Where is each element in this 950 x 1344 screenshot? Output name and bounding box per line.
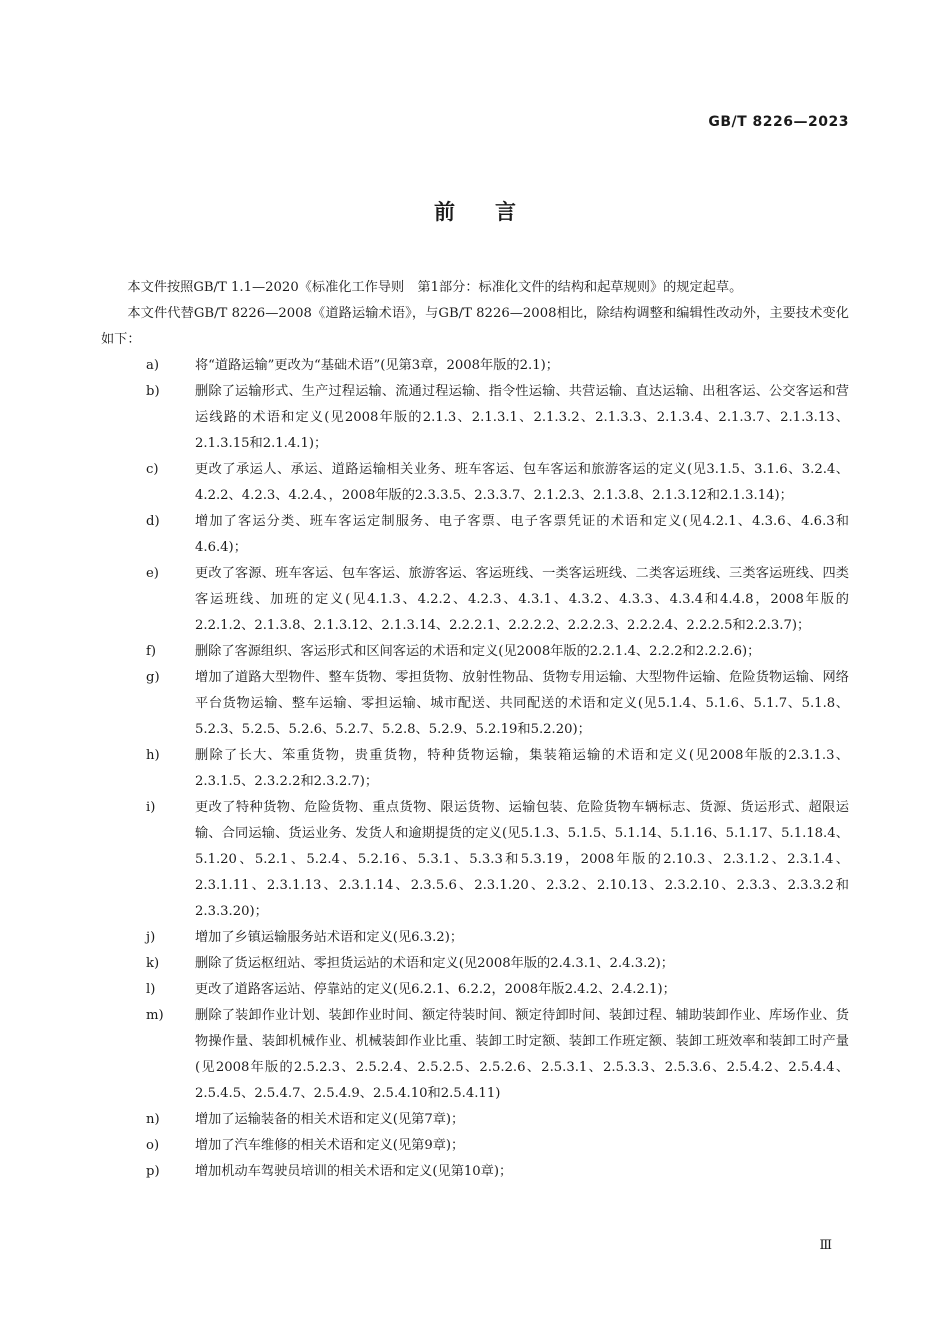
foreword-body — [101, 275, 849, 1185]
list-item-text: 删除了客源组织、客运形式和区间客运的术语和定义(见2008年版的2.2.1.4、2.2.2和2.2.2.6)； — [195, 644, 761, 659]
change-list-item — [101, 977, 849, 1003]
change-list-item — [101, 353, 849, 379]
change-list-item — [101, 509, 849, 561]
list-item-text: 更改了道路客运站、停靠站的定义(见6.2.1、6.2.2，2008年版2.4.2、2.4.2.1)； — [195, 982, 676, 997]
list-item-label: b) — [146, 384, 160, 399]
change-list-item — [101, 665, 849, 743]
document-number: GB/T 8226—2023 — [708, 114, 849, 130]
list-item-text: 增加了汽车维修的相关术语和定义(见第9章)； — [195, 1138, 465, 1153]
intro-paragraph: 本文件按照GB/T 1.1—2020《标准化工作导则 第1部分：标准化文件的结构和起草规则》的规定起草。 — [127, 280, 743, 295]
change-list-item — [101, 795, 849, 925]
intro-paragraph: 本文件代替GB/T 8226—2008《道路运输术语》，与GB/T 8226—2008相比，除结构调整和编辑性改动外，主要技术变化如下： — [101, 306, 849, 347]
list-item-text: 删除了运输形式、生产过程运输、流通过程运输、指令性运输、共营运输、直达运输、出租客运、公交客运和营运线路的术语和定义(见2008年版的2.1.3、2.1.3.1、2.1.3.2、2.1.3.3、2.1.3.4、2.1.3.7、2.1.3.13、2.1.3.15和2.1.4.1)； — [195, 384, 849, 451]
list-item-text: 删除了装卸作业计划、装卸作业时间、额定待装时间、额定待卸时间、装卸过程、辅助装卸作业、库场作业、货物操作量、装卸机械作业、机械装卸作业比重、装卸工时定额、装卸工作班定额、装卸工班效率和装卸工时产量(见2008年版的2.5.2.3、2.5.2.4、2.5.2.5、2.5.2.6、2.5.3.1、2.5.3.3、2.5.3.6、2.5.4.2、2.5.4.4、2.5.4.5、2.5.4.7、2.5.4.9、2.5.4.10和2.5.4.11) — [195, 1008, 849, 1101]
list-item-label: p) — [146, 1164, 160, 1179]
list-item-label: d) — [146, 514, 160, 529]
page-number: Ⅲ — [819, 1238, 832, 1253]
change-list-item — [101, 743, 849, 795]
change-list-item — [101, 925, 849, 951]
list-item-text: 删除了长大、笨重货物，贵重货物，特种货物运输，集装箱运输的术语和定义(见2008年版的2.3.1.3、2.3.1.5、2.3.2.2和2.3.2.7)； — [195, 748, 849, 789]
page-title: 前言 — [434, 200, 556, 224]
list-item-text: 增加机动车驾驶员培训的相关术语和定义(见第10章)； — [195, 1164, 513, 1179]
change-list-item — [101, 1003, 849, 1107]
list-item-label: o) — [146, 1138, 160, 1153]
list-item-text: 将“道路运输”更改为“基础术语”(见第3章，2008年版的2.1)； — [195, 358, 559, 373]
list-item-text: 增加了乡镇运输服务站术语和定义(见6.3.2)； — [195, 930, 464, 945]
list-item-label: k) — [146, 956, 160, 971]
list-item-text: 增加了道路大型物件、整车货物、零担货物、放射性物品、货物专用运输、大型物件运输、危险货物运输、网络平台货物运输、整车运输、零担运输、城市配送、共同配送的术语和定义(见5.1.4、5.1.6、5.1.7、5.1.8、5.2.3、5.2.5、5.2.6、5.2.7、5.2.8、5.2.9、5.2.19和5.2.20)； — [195, 670, 849, 737]
list-item-label: h) — [146, 748, 160, 763]
change-list-item — [101, 639, 849, 665]
change-list-item — [101, 1133, 849, 1159]
list-item-label: j) — [146, 930, 156, 945]
list-item-text: 删除了货运枢纽站、零担货运站的术语和定义(见2008年版的2.4.3.1、2.4.3.2)； — [195, 956, 674, 971]
list-item-label: e) — [146, 566, 159, 581]
list-item-label: n) — [146, 1112, 160, 1127]
list-item-text: 更改了承运人、承运、道路运输相关业务、班车客运、包车客运和旅游客运的定义(见3.1.5、3.1.6、3.2.4、4.2.2、4.2.3、4.2.4、，2008年版的2.3.3.5、2.3.3.7、2.1.2.3、2.1.3.8、2.1.3.12和2.1.3.14)； — [195, 462, 849, 503]
list-item-text: 增加了客运分类、班车客运定制服务、电子客票、电子客票凭证的术语和定义(见4.2.1、4.3.6、4.6.3和4.6.4)； — [195, 514, 849, 555]
change-list-item — [101, 379, 849, 457]
list-item-label: c) — [146, 462, 159, 477]
list-item-label: g) — [146, 670, 160, 685]
list-item-label: m) — [146, 1008, 164, 1023]
change-list-item — [101, 1159, 849, 1185]
change-list-item — [101, 457, 849, 509]
change-list-item — [101, 561, 849, 639]
list-item-label: i) — [146, 800, 156, 815]
change-list-item — [101, 1107, 849, 1133]
list-item-text: 增加了运输装备的相关术语和定义(见第7章)； — [195, 1112, 465, 1127]
list-item-text: 更改了客源、班车客运、包车客运、旅游客运、客运班线、一类客运班线、二类客运班线、三类客运班线、四类客运班线、加班的定义(见4.1.3、4.2.2、4.2.3、4.3.1、4.3.2、4.3.3、4.3.4和4.4.8，2008年版的2.2.1.2、2.1.3.8、2.1.3.12、2.1.3.14、2.2.2.1、2.2.2.2、2.2.2.3、2.2.2.4、2.2.2.5和2.2.3.7)； — [195, 566, 849, 633]
list-item-text: 更改了特种货物、危险货物、重点货物、限运货物、运输包装、危险货物车辆标志、货源、货运形式、超限运输、合同运输、货运业务、发货人和逾期提货的定义(见5.1.3、5.1.5、5.1.14、5.1.16、5.1.17、5.1.18.4、5.1.20、5.2.1、5.2.4、5.2.16、5.3.1、5.3.3和5.3.19，2008年版的2.10.3、2.3.1.2、2.3.1.4、2.3.1.11、2.3.1.13、2.3.1.14、2.3.5.6、2.3.1.20、2.3.2、2.10.13、2.3.2.10、2.3.3、2.3.3.2和2.3.3.20)； — [195, 800, 849, 919]
change-list-item — [101, 951, 849, 977]
list-item-label: l) — [146, 982, 156, 997]
list-item-label: a) — [146, 358, 160, 373]
list-item-label: f) — [146, 644, 157, 659]
